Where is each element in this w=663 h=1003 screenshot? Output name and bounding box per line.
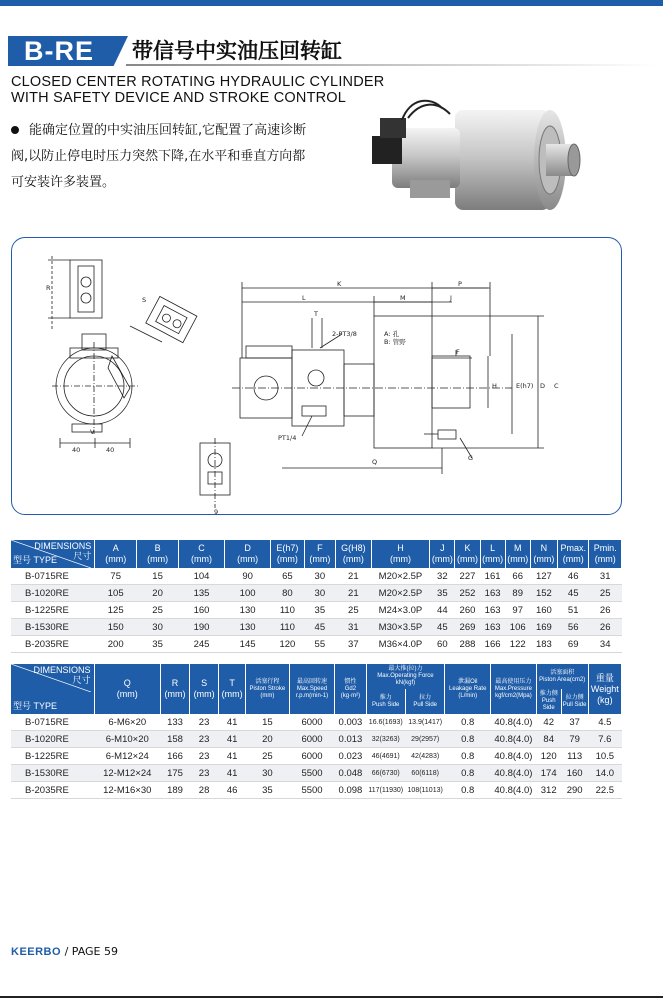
table-cell: 30 [246, 765, 290, 782]
banner-underline [126, 64, 656, 66]
table-cell: 42 [536, 714, 561, 731]
table-cell: 130 [225, 619, 271, 636]
table-cell: 0.8 [445, 782, 491, 799]
table-cell: 175 [160, 765, 189, 782]
brand-logo: KEERBO [11, 946, 62, 958]
col-s-header: S (mm) [190, 664, 219, 714]
table-cell: 169 [530, 619, 557, 636]
table-cell: 90 [225, 568, 271, 585]
table-cell: 75 [95, 568, 137, 585]
row-type-cell: B-0715RE [11, 568, 95, 585]
table2-corner-header [11, 664, 94, 714]
row-type-cell: B-1530RE [11, 619, 95, 636]
col-t-header: T (mm) [219, 664, 246, 714]
row-type-cell: B-1225RE [11, 602, 95, 619]
table-cell: 41 [219, 748, 246, 765]
table-cell: M20×2.5P [371, 585, 430, 602]
table-cell: 6-M10×20 [94, 731, 160, 748]
row-type-cell: B-2035RE [11, 636, 95, 653]
table-cell: 45 [558, 585, 589, 602]
title-en-line1: CLOSED CENTER ROTATING HYDRAULIC CYLINDER [11, 74, 385, 90]
table-cell: 30 [304, 568, 335, 585]
table-cell: 190 [179, 619, 225, 636]
col-e-header: E(h7) (mm) [271, 540, 305, 568]
title-banner [0, 36, 663, 68]
table-cell: 31 [336, 619, 372, 636]
table-cell: 113 [561, 748, 588, 765]
table-cell: 21 [336, 568, 372, 585]
table-cell: 35 [246, 782, 290, 799]
table-cell: 26 [589, 619, 622, 636]
col-speed-header: 最高回转速 Max.Speed r.p.m(min-1) [289, 664, 335, 714]
col-n-header: N (mm) [530, 540, 557, 568]
col-g-header: G(H8) (mm) [336, 540, 372, 568]
table-cell: 23 [190, 765, 219, 782]
table-cell: 41 [219, 731, 246, 748]
col-force-header: 最大推(拉)力 Max.Operating Force kN(kgf) [366, 664, 445, 689]
row-type-cell: B-1020RE [11, 585, 95, 602]
table-cell: 0.8 [445, 714, 491, 731]
table-cell: 37 [336, 636, 372, 653]
port-a-label: A: 孔 [384, 330, 400, 338]
table-cell: 174 [536, 765, 561, 782]
corner-type: 型号 TYPE [13, 701, 58, 711]
col-j-header: J (mm) [430, 540, 455, 568]
table-cell: 0.8 [445, 731, 491, 748]
dimension-drawing-frame [11, 237, 622, 515]
page-footer [11, 945, 118, 959]
table-row [11, 714, 622, 731]
table-cell: 120 [271, 636, 305, 653]
table-cell: 245 [179, 636, 225, 653]
dim-g-label: G [468, 454, 474, 462]
corner-dim: DIMENSIONS [34, 541, 92, 551]
product-photo [350, 88, 590, 228]
title-en-line2: WITH SAFETY DEVICE AND STROKE CONTROL [11, 90, 347, 106]
table-cell: 65 [271, 568, 305, 585]
table-cell: 31 [589, 568, 622, 585]
table-cell: 40.8(4.0) [491, 748, 537, 765]
port-b-label: B: 管野 [384, 338, 406, 346]
table-cell: 4.5 [588, 714, 621, 731]
table-cell: 25 [246, 748, 290, 765]
table-cell: 16.6(1693) [366, 714, 405, 731]
table-cell: 34 [589, 636, 622, 653]
dim-k-label: K [337, 280, 342, 288]
col-b-header: B (mm) [137, 540, 179, 568]
table-cell: 23 [190, 714, 219, 731]
table-cell: 51 [558, 602, 589, 619]
table-row [11, 568, 622, 585]
dim-p-label: P [458, 280, 462, 288]
table-cell: M20×2.5P [371, 568, 430, 585]
col-area-push-header: 推力侧 Push Side [536, 689, 561, 714]
page-number: / PAGE 59 [64, 945, 118, 958]
table-cell: 163 [480, 619, 505, 636]
table-cell: 97 [505, 602, 530, 619]
col-force-push-header: 推力 Push Side [366, 689, 405, 714]
table-cell: 46 [219, 782, 246, 799]
table-cell: 42(4283) [405, 748, 444, 765]
table-cell: 28 [190, 782, 219, 799]
table-cell: 227 [455, 568, 480, 585]
table-cell: 260 [455, 602, 480, 619]
table-cell: 288 [455, 636, 480, 653]
table-cell: 152 [530, 585, 557, 602]
dim-d-label: D [540, 382, 546, 390]
table-cell: 37 [561, 714, 588, 731]
dim-v-label: V [90, 428, 95, 436]
desc-line1: 能确定位置的中实油压回转缸,它配置了高速诊断 [29, 123, 307, 138]
table-cell: 290 [561, 782, 588, 799]
table-cell: 45 [430, 619, 455, 636]
table-cell: 0.098 [335, 782, 366, 799]
table-row [11, 585, 622, 602]
table-cell: 108(11013) [405, 782, 444, 799]
table-row [11, 636, 622, 653]
col-inertia-header: 惯性 Gd2 (kg·m²) [335, 664, 366, 714]
table-cell: M24×3.0P [371, 602, 430, 619]
table-cell: 6000 [289, 731, 335, 748]
port-pt14-label: PT1/4 [278, 434, 297, 442]
table-cell: 105 [95, 585, 137, 602]
table-cell: 6000 [289, 714, 335, 731]
table-cell: 127 [530, 568, 557, 585]
table-cell: 40.8(4.0) [491, 782, 537, 799]
table-cell: 23 [190, 748, 219, 765]
table-cell: 66(6730) [366, 765, 405, 782]
row-type-cell: B-1225RE [11, 748, 94, 765]
row-type-cell: B-1530RE [11, 765, 94, 782]
table-cell: 66 [505, 568, 530, 585]
top-accent-bar [0, 0, 663, 6]
table2-body [11, 714, 622, 799]
table-cell: 161 [480, 568, 505, 585]
table-cell: 40.8(4.0) [491, 731, 537, 748]
table-cell: 6-M6×20 [94, 714, 160, 731]
table-cell: 269 [455, 619, 480, 636]
table-cell: 46 [558, 568, 589, 585]
col-l-header: L (mm) [480, 540, 505, 568]
table-cell: 60 [430, 636, 455, 653]
table-cell: 312 [536, 782, 561, 799]
table-cell: 0.003 [335, 714, 366, 731]
table-cell: 60(6118) [405, 765, 444, 782]
product-title-en [11, 74, 384, 106]
table-cell: 41 [219, 714, 246, 731]
table-cell: 25 [589, 585, 622, 602]
col-force-pull-header: 拉力 Pull Side [405, 689, 444, 714]
col-pressure-header: 最高使用压力 Max.Pressure kgf/cm2(Mpa) [491, 664, 537, 714]
dimensions-table-2 [11, 664, 622, 799]
table-cell: 29(2957) [405, 731, 444, 748]
table-cell: 12-M16×30 [94, 782, 160, 799]
table-cell: 166 [160, 748, 189, 765]
table-cell: 79 [561, 731, 588, 748]
table-cell: 6-M12×24 [94, 748, 160, 765]
desc-line2: 阀,以防止停电时压力突然下降,在水平和垂直方向都 [11, 149, 306, 164]
dim-r-label: R [46, 284, 51, 292]
table-cell: 5500 [289, 765, 335, 782]
col-a-header: A (mm) [95, 540, 137, 568]
row-type-cell: B-2035RE [11, 782, 94, 799]
table-cell: 20 [246, 731, 290, 748]
col-area-pull-header: 拉力侧 Pull Side [561, 689, 588, 714]
table-cell: 30 [304, 585, 335, 602]
table-cell: 23 [190, 731, 219, 748]
col-f-header: F (mm) [304, 540, 335, 568]
table-cell: 12-M12×24 [94, 765, 160, 782]
col-m-header: M (mm) [505, 540, 530, 568]
table-cell: 110 [271, 602, 305, 619]
corner-size: 尺寸 [73, 551, 92, 561]
dimensions-table-1 [11, 540, 622, 653]
table-cell: 46(4691) [366, 748, 405, 765]
table-cell: 40.8(4.0) [491, 765, 537, 782]
table-cell: 40.8(4.0) [491, 714, 537, 731]
table-cell: 150 [95, 619, 137, 636]
table-cell: 200 [95, 636, 137, 653]
table-cell: 183 [530, 636, 557, 653]
table-cell: 160 [179, 602, 225, 619]
table-cell: 7.6 [588, 731, 621, 748]
table-cell: 35 [304, 602, 335, 619]
dim-m-label: M [400, 294, 406, 302]
table-cell: 0.013 [335, 731, 366, 748]
table-cell: 55 [304, 636, 335, 653]
table-cell: 122 [505, 636, 530, 653]
table-cell: 45 [304, 619, 335, 636]
table-cell: 252 [455, 585, 480, 602]
table-cell: 6000 [289, 748, 335, 765]
table-cell: 80 [271, 585, 305, 602]
table-cell: 160 [561, 765, 588, 782]
bullet-icon [11, 126, 19, 134]
table-cell: 145 [225, 636, 271, 653]
table-cell: M36×4.0P [371, 636, 430, 653]
table-cell: 32 [430, 568, 455, 585]
table-cell: 100 [225, 585, 271, 602]
table-cell: 166 [480, 636, 505, 653]
table-row [11, 602, 622, 619]
table-row [11, 748, 622, 765]
table-cell: 35 [430, 585, 455, 602]
table-cell: 160 [530, 602, 557, 619]
table-cell: M30×3.5P [371, 619, 430, 636]
table1-body [11, 568, 622, 653]
corner-dim: DIMENSIONS [33, 665, 91, 675]
product-code: B-RE [24, 36, 94, 66]
table-cell: 84 [536, 731, 561, 748]
product-title-cn: 带信号中实油压回转缸 [132, 39, 342, 63]
dim-40b-label: 40 [106, 446, 115, 454]
table-cell: 5500 [289, 782, 335, 799]
table-cell: 41 [219, 765, 246, 782]
col-pmin-header: Pmin. (mm) [589, 540, 622, 568]
table-cell: 130 [225, 602, 271, 619]
table-cell: 163 [480, 602, 505, 619]
row-type-cell: B-1020RE [11, 731, 94, 748]
table-row [11, 782, 622, 799]
dim-q-label: Q [372, 458, 378, 466]
col-leak-header: 泄漏Oil Leakage Rate (L/min) [445, 664, 491, 714]
table-cell: 26 [589, 602, 622, 619]
table-cell: 14.0 [588, 765, 621, 782]
table-cell: 20 [137, 585, 179, 602]
col-pmax-header: Pmax. (mm) [558, 540, 589, 568]
table-cell: 25 [137, 602, 179, 619]
col-d-header: D (mm) [225, 540, 271, 568]
col-q-header: Q (mm) [94, 664, 160, 714]
table-cell: 120 [536, 748, 561, 765]
row-type-cell: B-0715RE [11, 714, 94, 731]
table-cell: 35 [137, 636, 179, 653]
corner-type: 型号 TYPE [13, 555, 58, 565]
table-cell: 56 [558, 619, 589, 636]
table-cell: 0.023 [335, 748, 366, 765]
table-cell: 15 [137, 568, 179, 585]
table-cell: 163 [480, 585, 505, 602]
table-cell: 15 [246, 714, 290, 731]
col-weight-header: 重量 Weight (kg) [588, 664, 621, 714]
col-r-header: R (mm) [160, 664, 189, 714]
table1-corner-header [11, 540, 95, 568]
table-cell: 32(3263) [366, 731, 405, 748]
table-cell: 25 [336, 602, 372, 619]
table-cell: 104 [179, 568, 225, 585]
dimension-drawing [12, 238, 623, 516]
product-description [11, 118, 341, 196]
table-cell: 0.8 [445, 748, 491, 765]
col-c-header: C (mm) [179, 540, 225, 568]
table-cell: 21 [336, 585, 372, 602]
table-cell: 135 [179, 585, 225, 602]
table-cell: 0.048 [335, 765, 366, 782]
col-h-header: H (mm) [371, 540, 430, 568]
desc-line3: 可安装许多装置。 [11, 175, 116, 190]
table-cell: 22.5 [588, 782, 621, 799]
dim-j-label: J [450, 294, 452, 302]
table-cell: 189 [160, 782, 189, 799]
table-cell: 13.9(1417) [405, 714, 444, 731]
bottom-rule [0, 996, 663, 998]
dim-e-label: E(h7) [516, 382, 534, 390]
table-cell: 106 [505, 619, 530, 636]
col-area-header: 活塞面积 Piston Area(cm2) [536, 664, 588, 689]
table-cell: 110 [271, 619, 305, 636]
dim-9-label: 9 [214, 508, 219, 516]
dim-f-label: F [456, 348, 460, 356]
table-cell: 158 [160, 731, 189, 748]
table-cell: 89 [505, 585, 530, 602]
table-row [11, 765, 622, 782]
table-cell: 125 [95, 602, 137, 619]
table-cell: 69 [558, 636, 589, 653]
table-cell: 117(11930) [366, 782, 405, 799]
dim-c-label: C [554, 382, 559, 390]
dim-t-label: T [314, 310, 318, 318]
dim-h-label: H [492, 382, 497, 390]
table-cell: 30 [137, 619, 179, 636]
table-cell: 133 [160, 714, 189, 731]
port-pt38-label: 2-PT3/8 [332, 330, 357, 338]
table-row [11, 731, 622, 748]
table-cell: 44 [430, 602, 455, 619]
table-cell: 0.8 [445, 765, 491, 782]
col-stroke-header: 活塞行程 Piston Stroke (mm) [246, 664, 290, 714]
corner-size: 尺寸 [72, 675, 91, 685]
dim-l-label: L [302, 294, 306, 302]
col-k-header: K (mm) [455, 540, 480, 568]
dim-s-label: S [142, 296, 147, 304]
table-cell: 10.5 [588, 748, 621, 765]
table-row [11, 619, 622, 636]
dim-40a-label: 40 [72, 446, 81, 454]
